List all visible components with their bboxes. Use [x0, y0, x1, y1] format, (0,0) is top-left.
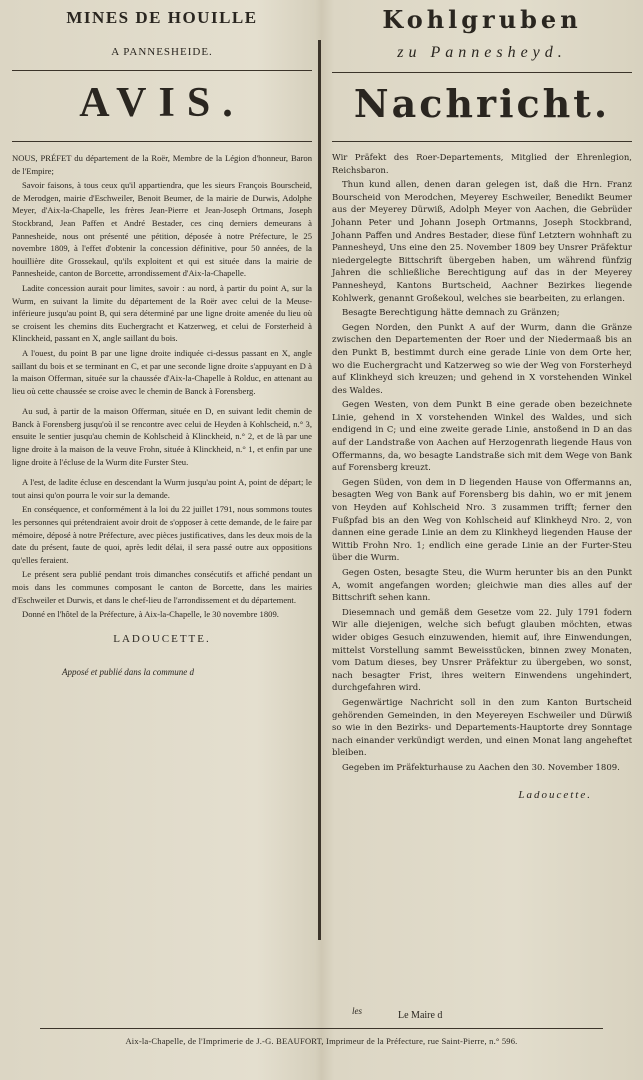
french-paragraph: Ladite concession aurait pour limites, savoir : au nord, à partir du point A, sur la Wurm, en suivant la limite du département de la Roër avec celui de la Meuse-inférieure jusqu'au point B, qui sera déterminé par une ligne droite amenée du lieu où se croisent les chemins dits Euchergracht et Katzerweg, et celui de Forsterheid à Klinckheid, passant en X, angle saillant du bois.: [12, 282, 312, 344]
german-paragraph: Thun kund allen, denen daran gelegen ist, daß die Hrn. Franz Bourscheid von Merodchen, Meyerey Eschweiler, Benedikt Beumer aus der Meyerey Dürwiß, Adolph Meyer von Aachen, die Gebrüder Johann Peter und Johann Joseph Ortmanns, Joseph Stockbrand, Johann Paffen und Andres Bestader, diese fünf Letztern wohnhaft zu Pannesheyd, Uns eine den 25. November 1809 bey Unsrer Präfektur niedergelegte Bittschrift übergeben haben, um während fünfzig Jahren die schließliche Berechtigung auf das in der Meyerey Pannesheyd, Kantons Burtscheid, Aachner Bezirkes liegende Kohlwerk, genannt Großekoul, welches sie bearbeiten, zu erlangen.: [332, 180, 632, 304]
german-paragraph: Diesemnach und gemäß dem Gesetze vom 22. July 1791 fodern Wir alle diejenigen, welche sich befugt glauben möchten, etwas wider obiges Gesuch einzuwenden, hiemit auf, ihre Einwendungen, mittelst Vorstellung sammt Beweisstücken, binnen zwey Monaten, vom Datum dieses, bey Unsrer Präfektur zu übergeben, wo sonst, nach besagter Frist, ihres weitern Einwendens ungehindert, durchgefahren wird.: [332, 607, 632, 694]
maire-label: Le Maire d: [398, 1010, 443, 1021]
german-paragraph: Wir Präfekt des Roer-Departements, Mitglied der Ehrenlegion, Reichsbaron.: [332, 153, 632, 176]
french-paragraph: Au sud, à partir de la maison Offerman, située en D, en suivant ledit chemin de Banck à Forensberg jusqu'où il se rencontre avec celui de Heyden à Kohlscheid, n.° 3, ensuite le sentier jusqu'au chemin de Kohlscheid à Klinckheid, n.° 2, et de là par une ligne droite à la maison de la veuve Frohn, située à Klinckheid, n.° 1, et enfin par une ligne droite à l'écluse de la Wurm dite Furster Steu.: [12, 406, 312, 467]
german-body: [332, 152, 632, 775]
printer-footer: Aix-la-Chapelle, de l'Imprimerie de J.-G. BEAUFORT, Imprimeur de la Préfecture, rue Saint-Pierre, n.° 596.: [125, 1036, 518, 1046]
french-heading: AVIS.: [79, 80, 245, 126]
german-paragraph: Gegeben im Präfekturhause zu Aachen den 30. November 1809.: [342, 762, 620, 773]
french-paragraph: En conséquence, et conformément à la loi du 22 juillet 1791, nous sommons toutes les personnes qui prétendraient avoir droit de s'opposer à cette demande, de le faire par mémoire, déposé à notre Préfecture, avec pièces justificatives, dans les deux mois de la date du présent, faute de quoi, après ledit délai, il sera passé outre aux oppositions qu'elles feraient.: [12, 504, 312, 565]
footer-rule: [40, 1028, 603, 1029]
german-title: Kohlgruben: [382, 5, 582, 34]
german-paragraph: Gegenwärtige Nachricht soll in den zum Kanton Burtscheid gehörenden Gemeinden, in den Meyereyen Eschweiler und Dürwiß so wie in den Bezirks- und Departements-Hauptorte drey Sonntage nach einander verkündigt werden, und einen Monat lang angeheftet bleiben.: [332, 697, 632, 759]
french-title-rule: [12, 70, 312, 71]
column-divider: [318, 40, 321, 940]
french-paragraph: Donné en l'hôtel de la Préfecture, à Aix-la-Chapelle, le 30 novembre 1809.: [22, 609, 279, 620]
french-subtitle: A PANNESHEIDE.: [111, 46, 213, 58]
french-paragraph: A l'ouest, du point B par une ligne droite indiquée ci-dessus passant en X, angle saillant du bois et se terminant en C, et par une seconde ligne droite s'appuyant en D à la maison Offerman, située sur la chaussée d'Aix-la-Chapelle à Rolduc, en attenant au lieu où cette chaussée se croise avec le chemin de Banck à Forensberg.: [12, 347, 312, 396]
french-heading-rule: [12, 141, 312, 142]
french-column: [12, 0, 312, 677]
german-signature: Ladoucette.: [518, 788, 592, 801]
german-subtitle: zu Pannesheyd.: [397, 44, 567, 61]
german-paragraph: Besagte Berechtigung hätte demnach zu Gränzen;: [342, 308, 560, 319]
german-paragraph: Gegen Osten, besagte Steu, die Wurm herunter bis an den Punkt A, womit angefangen worden; gleichwie man dies alles auf der Bittschrift sehen kann.: [332, 568, 632, 604]
german-title-rule: [332, 72, 632, 73]
les-label: les: [352, 1006, 362, 1016]
appose-line: Apposé et publié dans la commune d: [62, 666, 194, 677]
german-heading-rule: [332, 141, 632, 142]
german-paragraph: Gegen Westen, von dem Punkt B eine gerade oben bezeichnete Linie, gehend in X vorstehenden Winkel des Waldes, und sich endigend in C; und eine zweite gerade Linie, anstoßend in D an das auf der Landstraße von Aachen auf Herzogenrath liegende Haus von Offermanns, da, wo besagte Landstraße sich mit dem Wege von Bank auf Forensberg kreuzt.: [332, 400, 632, 474]
french-paragraph: Le présent sera publié pendant trois dimanches consécutifs et affiché pendant un mois dans les communes composant le canton de Borcette, dans les mairies d'Eschweiler et Durwis, et dans le chef-lieu de l'arrondissement et du département.: [12, 569, 312, 605]
german-heading: Nachricht.: [353, 81, 611, 126]
french-paragraph: A l'est, de ladite écluse en descendant la Wurm jusqu'au point A, point de départ; le tout ainsi qu'on pourra le voir sur la demande.: [12, 477, 312, 500]
german-paragraph: Gegen Süden, von dem in D liegenden Hause von Offermanns an, besagten Weg von Bank auf Forensberg bis dahin, wo er mit jenem von Heyden auf Kohlscheid Nro. 3 zusammen trifft; ferner den Fußpfad bis an den Weg von Kohlscheid auf Klinkheyd Nro. 2, von dannen eine gerade Linie an dem zu Klinkheyd liegenden Hause der Wittib Frohn Nro. 1; endlich eine gerade Linie an der Furter-Steu über die Wurm.: [332, 477, 632, 564]
german-paragraph: Gegen Norden, den Punkt A auf der Wurm, dann die Gränze zwischen den Departementen der Roer und der Niedermaaß bis an den Punkt B, bestimmt durch eine gerade Linie von dem Orte her, wo die Euchergracht und Katzerweg so wie der Weg von Forsterheyd auf Klinkheyd sich kreuzen; und gehend in X vorstehenden Winkel des Waldes.: [332, 322, 632, 396]
french-paragraph: Savoir faisons, à tous ceux qu'il appartiendra, que les sieurs François Bourscheid, de Merodgen, mairie d'Eschweiler, Benoit Beumer, de la mairie de Durwis, Adolphe Meyer, d'Aix-la-Chapelle, les frères Jean-Pierre et Jean-Joseph Ortmans, Joseph Stockbrand, Jean Paffen et André Bestader, ces cinq derniers demeurans à Pannesheide, nous ont présenté une pétition, déposée à notre Préfecture, le 25 novembre 1809, à l'effet d'obtenir la concession définitive, pour 50 années, de la houillière dite Grossekaul, qu'ils exploitent et qui est située dans la mairie de Pannesheide, canton de Borcette, arrondissement d'Aix-la-Chapelle.: [12, 180, 312, 279]
french-body: [12, 152, 312, 621]
german-column: [332, 0, 632, 801]
french-title: MINES DE HOUILLE: [66, 8, 258, 27]
french-paragraph: NOUS, PRÉFET du département de la Roër, Membre de la Légion d'honneur, Baron de l'Empire;: [12, 153, 312, 176]
french-signature: LADOUCETTE.: [113, 632, 211, 645]
